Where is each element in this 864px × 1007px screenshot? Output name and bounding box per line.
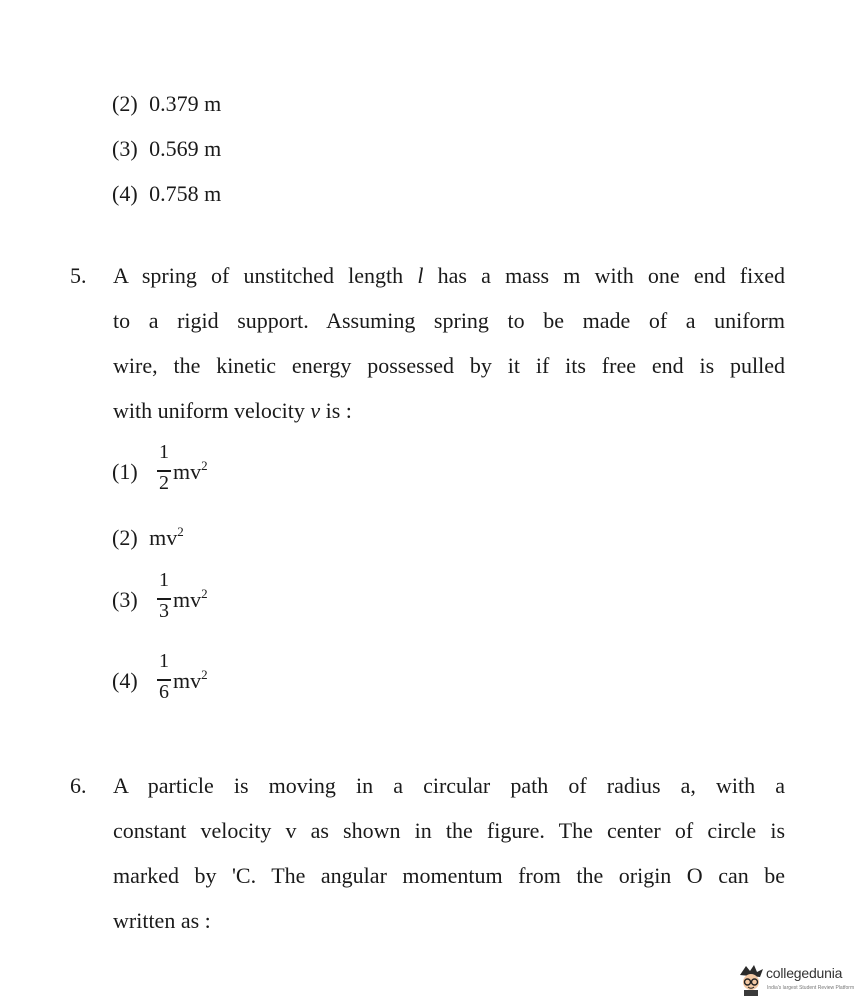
question-5-number: 5. xyxy=(70,263,87,288)
collegedunia-logo xyxy=(736,963,856,999)
fraction-denominator: 3 xyxy=(159,600,169,622)
question-6-number: 6. xyxy=(70,773,87,798)
logo-wordmark: collegedunia xyxy=(766,965,843,981)
question-6-line-2: constant velocity v as shown in the figure. The center of circle is xyxy=(113,818,785,843)
question-6-line-1: A particle is moving in a circular path of radius a, with a xyxy=(113,773,785,798)
option-label: (2) xyxy=(112,91,138,116)
option-text: 0.379 m xyxy=(149,91,222,116)
question-6-line-4: written as : xyxy=(113,908,211,933)
option-label: (2) xyxy=(112,525,138,550)
option-term: $mv^2$ xyxy=(173,458,208,484)
question-5-line-3: wire, the kinetic energy possessed by it if its free end is pulled xyxy=(113,353,785,378)
option-4-prev xyxy=(112,181,221,207)
option-2-prev xyxy=(112,91,221,117)
mascot-icon xyxy=(736,963,766,997)
option-text: 0.569 m xyxy=(149,136,222,161)
question-5-line-2: to a rigid support. Assuming spring to be made of a uniform xyxy=(113,308,785,333)
fraction-denominator: 6 xyxy=(159,681,169,703)
option-term: $mv^2$ xyxy=(173,586,208,612)
fraction-numerator: 1 xyxy=(159,569,169,591)
option-label: (1) xyxy=(112,459,138,484)
option-label: (3) xyxy=(112,136,138,161)
question-5-line-1: A spring of unstitched length l has a mass m with one end fixed xyxy=(113,263,785,288)
option-term: $mv^2$ xyxy=(149,524,184,550)
option-text: 0.758 m xyxy=(149,181,222,206)
fraction-numerator: 1 xyxy=(159,441,169,463)
option-label: (4) xyxy=(112,181,138,206)
logo-tagline: India's largest Student Review Platform xyxy=(767,985,855,991)
option-term: $mv^2$ xyxy=(173,667,208,693)
question-6-line-3: marked by 'C. The angular momentum from the origin O can be xyxy=(113,863,785,888)
option-label: (3) xyxy=(112,587,138,612)
question-5-line-4: with uniform velocity v is : xyxy=(113,398,352,423)
fraction-numerator: 1 xyxy=(159,650,169,672)
option-label: (4) xyxy=(112,668,138,693)
question-5-option-2[interactable] xyxy=(112,525,184,554)
fraction-denominator: 2 xyxy=(159,472,169,494)
option-3-prev xyxy=(112,136,221,162)
